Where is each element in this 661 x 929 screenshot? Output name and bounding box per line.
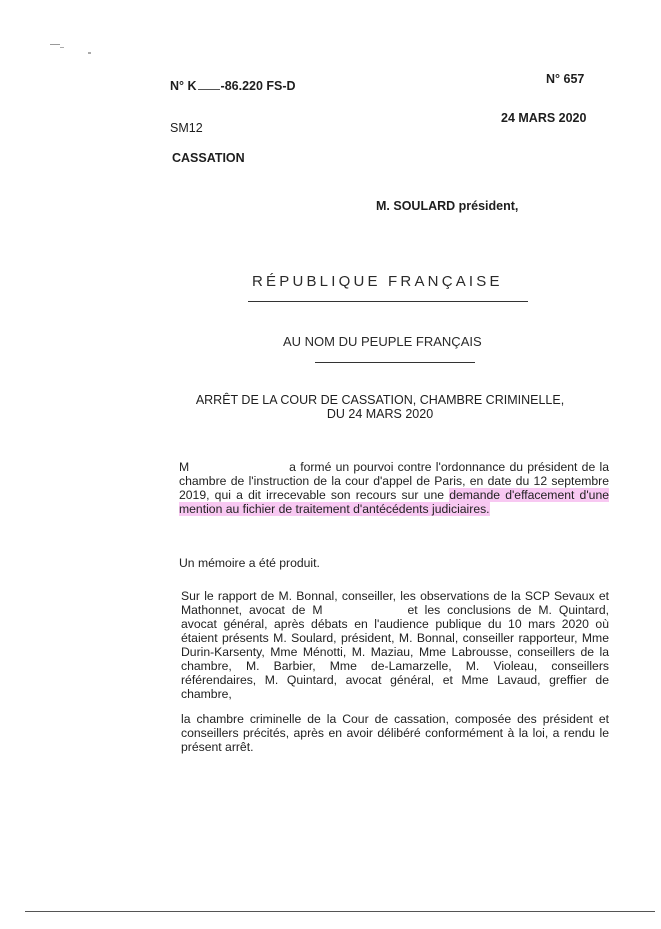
scan-mark (88, 52, 91, 54)
arret-title (150, 393, 610, 421)
paragraph-pourvoi-start: M (179, 460, 190, 474)
paragraph-rapport-start: Sur le rapport de M. Bonnal, conseiller, les observations de la SCP Sevaux et Mathonnet, avocat de M (181, 589, 609, 617)
scan-mark (50, 44, 60, 45)
republique-heading: RÉPUBLIQUE FRANÇAISE (252, 273, 503, 290)
paragraph-pourvoi (179, 460, 609, 516)
divider (315, 362, 475, 363)
paragraph-chambre: la chambre criminelle de la Cour de cassation, composée des président et conseillers précités, après en avoir délibéré conformément à la loi, a rendu le présent arrêt. (181, 712, 609, 754)
section-code: SM12 (170, 121, 203, 135)
arret-title-line-1: ARRÊT DE LA COUR DE CASSATION, CHAMBRE CRIMINELLE, (195, 393, 565, 407)
footer-divider (25, 911, 655, 912)
case-reference-suffix: -86.220 FS-D (220, 79, 296, 93)
highlighted-text: demande d'effacement d'une mention au fichier de traitement d'antécédents judiciaires. (179, 488, 610, 516)
paragraph-rapport-end: et les conclusions de M. Quintard, avocat général, après débats en l'audience publique du 10 mars 2020 où étaient présents M. Soulard, président, M. Bonnal, conseiller rapporteur, Mme Durin-Karsenty, Mme Ménotti, M. Maziau, Mme Labrousse, conseillers de la chambre, M. Barbier, Mme de-Lamarzelle, M. Violeau, conseillers référendaires, M. Quintard, avocat général, et Mme Lavaud, greffier de chambre, (181, 603, 609, 701)
paragraph-rapport (181, 589, 609, 701)
scan-mark (60, 47, 64, 48)
president-name: M. SOULARD président, (376, 199, 519, 213)
peuple-heading: AU NOM DU PEUPLE FRANÇAIS (283, 334, 482, 349)
decision-type: CASSATION (172, 151, 245, 165)
arret-number: N° 657 (546, 72, 585, 86)
paragraph-memoire: Un mémoire a été produit. (179, 556, 320, 570)
divider (248, 301, 528, 302)
case-reference-prefix: N° K (170, 79, 197, 93)
case-reference (170, 79, 296, 93)
paragraph-pourvoi-text: a formé un pourvoi contre l'ordonnance du président de la chambre de l'instruction de la cour d'appel de Paris, en date du 12 septembre 2019, qui a dit irrecevable son recours sur une (179, 460, 609, 502)
decision-date: 24 MARS 2020 (501, 111, 587, 125)
redacted-mark (198, 79, 220, 90)
arret-title-line-2: DU 24 MARS 2020 (326, 407, 434, 421)
